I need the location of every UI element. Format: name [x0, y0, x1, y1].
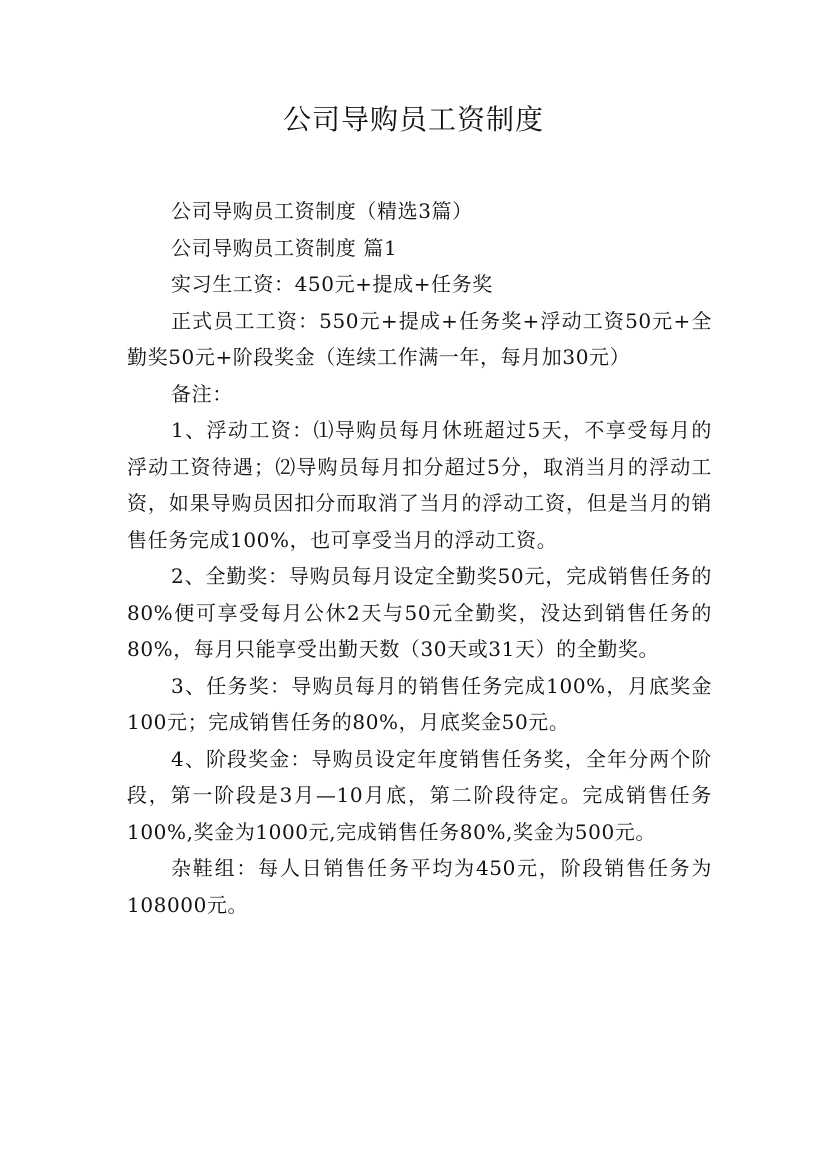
paragraph-regular-salary: 正式员工工资：550元+提成+任务奖+浮动工资50元+全勤奖50元+阶段奖金（连续工作满一年，每月加30元） — [127, 308, 712, 369]
paragraph-section-heading: 公司导购员工资制度 篇1 — [171, 235, 398, 260]
document-title: 公司导购员工资制度 — [282, 103, 544, 136]
paragraph-attendance-bonus: 2、全勤奖：导购员每月设定全勤奖50元，完成销售任务的80%便可享受每月公休2天与50元全勤奖，没达到销售任务的80%，每月只能享受出勤天数（30天或31天）的全勤奖。 — [127, 564, 712, 661]
paragraph-stage-bonus: 4、阶段奖金：导购员设定年度销售任务奖，全年分两个阶段，第一阶段是3月—10月底，第二阶段待定。完成销售任务100%,奖金为1000元,完成销售任务80%,奖金为500元。 — [127, 746, 712, 844]
paragraph-task-bonus: 3、任务奖：导购员每月的销售任务完成100%，月底奖金100元；完成销售任务的80%，月底奖金50元。 — [127, 673, 712, 734]
paragraph-intern-salary: 实习生工资：450元+提成+任务奖 — [171, 272, 493, 296]
paragraph-floating-wage: 1、浮动工资：⑴导购员每月休班超过5天，不享受每月的浮动工资待遇；⑵导购员每月扣分超过5分，取消当月的浮动工资，如果导购员因扣分而取消了当月的浮动工资，但是当月的销售任务完成100%，也可享受当月的浮动工资。 — [127, 418, 712, 552]
paragraph-notes-label: 备注： — [171, 381, 233, 406]
paragraph-shoe-group: 杂鞋组：每人日销售任务平均为450元，阶段销售任务为108000元。 — [127, 856, 712, 917]
document-body — [127, 193, 712, 923]
paragraph-subtitle: 公司导购员工资制度（精选3篇） — [171, 199, 473, 223]
